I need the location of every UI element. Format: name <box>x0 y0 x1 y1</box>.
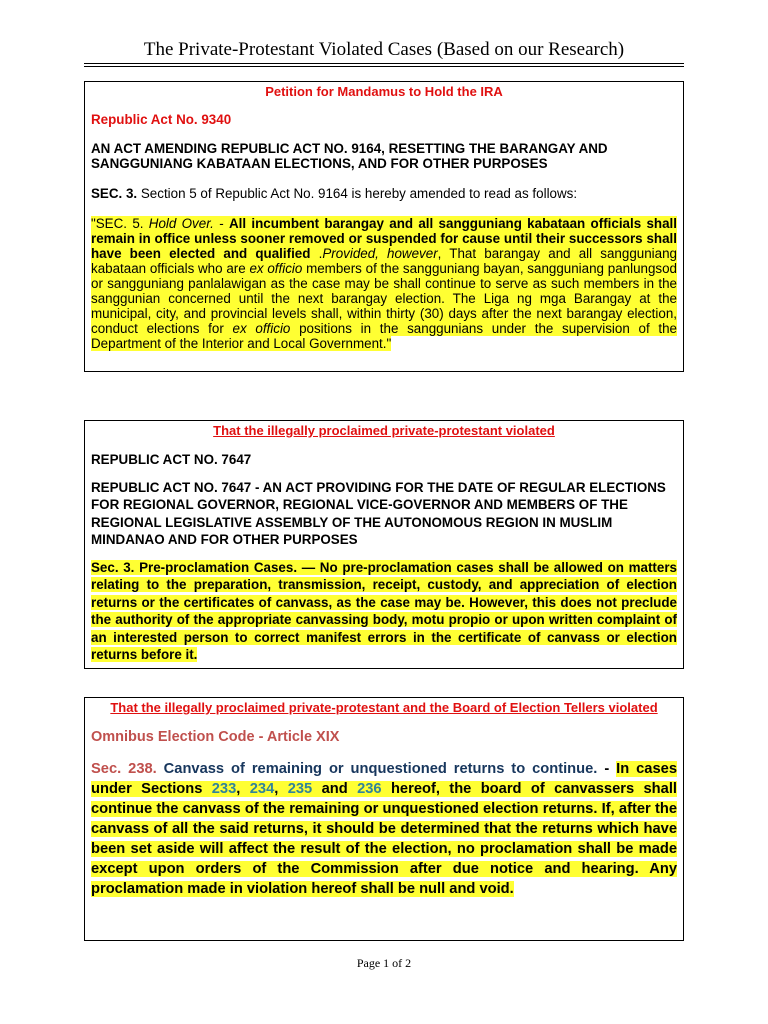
ex-officio: ex officio <box>249 261 303 276</box>
section-ref-236: 236 <box>357 781 382 797</box>
section-paragraph: Sec. 238. Canvass of remaining or unquestioned returns to continue. - In cases under Sections 233, 234, 235 and 236 hereof, the board of canvassers shall continue the canvass of the remaining or unquestioned election returns. If, after the canvass of all the said returns, it should be determined that the returns which have been set aside will affect the result of the election, no proclamation shall be made except upon orders of the Commission after due notice and hearing. Any proclamation made in violation hereof shall be null and void. <box>91 761 677 897</box>
title-divider-top <box>84 63 684 64</box>
act-title: REPUBLIC ACT NO. 7647 - AN ACT PROVIDING FOR THE DATE OF REGULAR ELECTIONS FOR REGIONAL GOVERNOR, REGIONAL VICE-GOVERNOR AND MEMBERS OF THE REGIONAL LEGISLATIVE ASSEMBLY OF THE AUTONOMOUS REGION IN MUSLIM MINDANAO AND FOR OTHER PURPOSES <box>91 479 666 547</box>
section-ref-233: 233 <box>211 781 237 797</box>
ex-officio-2: ex officio <box>232 321 291 336</box>
hold-over-label: Hold Over. <box>148 216 214 231</box>
act-title: AN ACT AMENDING REPUBLIC ACT NO. 9164, RESETTING THE BARANGAY AND SANGGUNIANG KABATAAN ELECTIONS, AND FOR OTHER PURPOSES <box>91 141 608 171</box>
section-paragraph <box>91 559 677 664</box>
box-header: Petition for Mandamus to Hold the IRA <box>265 84 503 99</box>
section-text: hereof, the board of canvassers shall continue the canvass of the remaining or unquestioned election returns. If, after the canvass of all the said returns, it should be determined that the returns which have been set aside will affect the result of the election, no proclamation shall be made except upon orders of the Commission after due notice and hearing. Any proclamation made in violation hereof shall be null and void. <box>91 781 677 897</box>
section-title: Canvass of remaining or unquestioned returns to continue. <box>163 761 598 777</box>
law-title: Republic Act No. 9340 <box>91 112 232 127</box>
section-box-omnibus-code <box>84 697 684 941</box>
title-divider-bottom <box>84 66 684 67</box>
provided-however: Provided, however <box>322 246 438 261</box>
box-header: That the illegally proclaimed private-protestant and the Board of Election Tellers violated <box>110 700 658 715</box>
section-box-ra7647 <box>84 420 684 669</box>
section-text: Section 5 of Republic Act No. 9164 is hereby amended to read as follows: <box>137 186 578 201</box>
section-box-ra9340 <box>84 81 684 372</box>
section-label: Sec. 238. <box>91 761 157 777</box>
section-ref-235: 235 <box>287 781 313 797</box>
code-title: Omnibus Election Code - Article XIX <box>91 729 340 745</box>
provision-bold-text: All incumbent barangay and all sangguniang kabataan officials shall remain in office unless sooner removed or suspended for cause until their successors shall have been elected and qualified <box>91 216 677 261</box>
page-number: Page 1 of 2 <box>356 956 412 970</box>
page-title: The Private-Protestant Violated Cases (Based on our Research) <box>143 39 625 60</box>
section-paragraph <box>91 186 677 201</box>
law-title: REPUBLIC ACT NO. 7647 <box>91 452 252 467</box>
quoted-provision: "SEC. 5. Hold Over. - All incumbent barangay and all sangguniang kabataan officials shall remain in office unless sooner removed or suspended for cause until their successors shall have been elected and qualified .Provided, however, That barangay and all sangguniang kabataan officials who are ex officio members of the sangguniang bayan, sangguniang panlungsod or sangguniang panlalawigan as the case may be shall continue to serve as such members in the sanggunian concerned until the next barangay election. The Liga ng mga Barangay at the municipal, city, and provincial levels shall, within thirty (30) days after the next barangay election, conduct elections for ex officio positions in the sanggunians under the supervision of the Department of the Interior and Local Government." <box>91 216 678 351</box>
section-text: Sec. 3. Pre-proclamation Cases. — No pre-proclamation cases shall be allowed on matters relating to the preparation, transmission, receipt, custody, and appreciation of election returns or the certificates of canvass, as the case may be. However, this does not preclude the authority of the appropriate canvassing body, motu propio or upon written complaint of an interested person to correct manifest errors in the certificate of canvass or election returns before it. <box>91 559 677 662</box>
section-ref-234: 234 <box>249 781 275 797</box>
section-label: SEC. 3. <box>91 186 138 201</box>
quote-open: "SEC. 5. <box>91 216 149 231</box>
box-header: That the illegally proclaimed private-protestant violated <box>213 423 555 438</box>
